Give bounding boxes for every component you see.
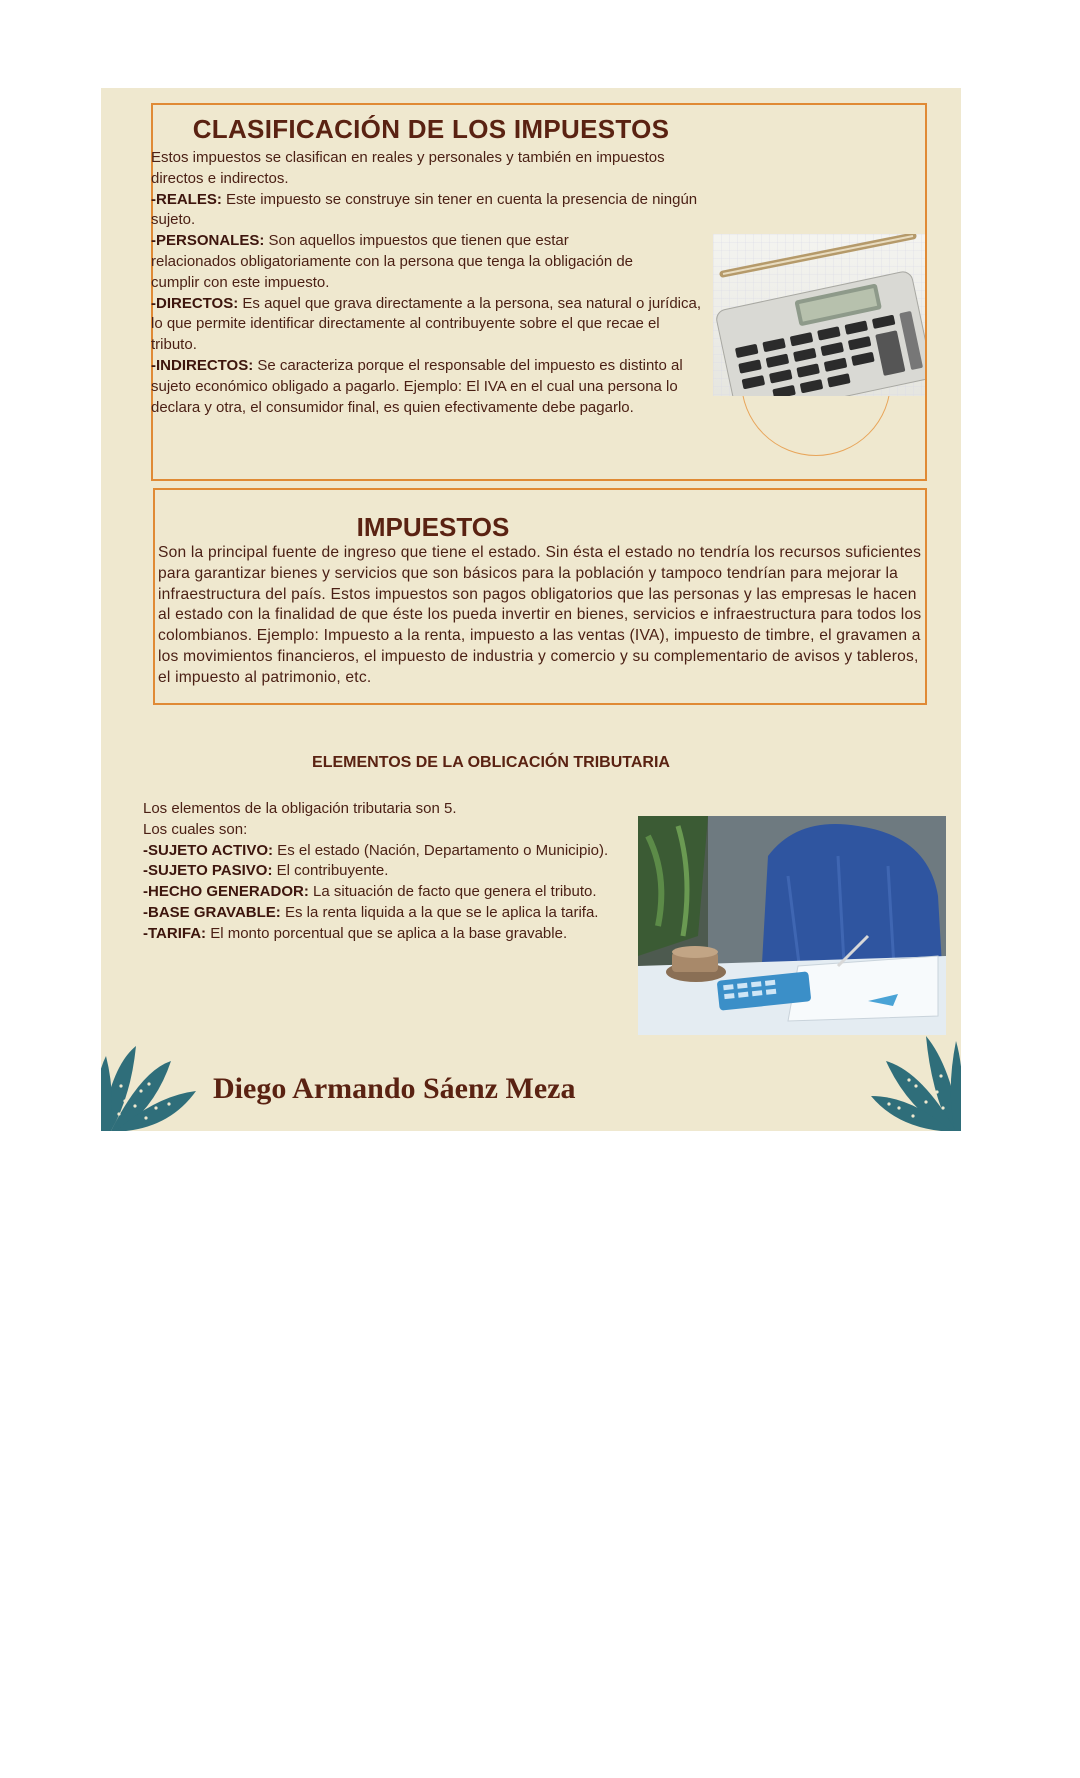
elements-title: ELEMENTOS DE LA OBLICACIÓN TRIBUTARIA — [312, 754, 670, 771]
elements-intro: Los cuales son: — [143, 820, 248, 838]
infographic-poster — [101, 88, 961, 1131]
calculator-icon — [713, 234, 925, 396]
left-leaf-icon — [101, 1046, 196, 1131]
classification-item: -INDIRECTOS: Se caracteriza porque el responsable del impuesto es distinto al sujeto económico obligado a pagarlo. Ejemplo: El IVA en el cual una persona lo declara y otra, el consumidor final, es quien efectivamente debe pagarlo. — [151, 356, 683, 416]
elements-item: -BASE GRAVABLE: Es la renta liquida a la que se le aplica la tarifa. — [143, 903, 599, 921]
elements-text — [143, 799, 623, 945]
elements-item: -SUJETO ACTIVO: Es el estado (Nación, Departamento o Municipio). — [143, 841, 609, 859]
elements-item: -HECHO GENERADOR: La situación de facto que genera el tributo. — [143, 883, 597, 901]
classification-item: -DIRECTOS: Es aquel que grava directamente a la persona, sea natural o jurídica, lo que permite identificar directamente al contribuyente sobre el que recae el tributo. — [151, 294, 702, 354]
elements-item: -SUJETO PASIVO: El contribuyente. — [143, 862, 389, 880]
accountant-photo — [638, 816, 946, 1035]
elements-intro: Los elementos de la obligación tributaria son 5. — [143, 800, 457, 817]
classification-item: -PERSONALES: Son aquellos impuestos que tienen que estar relacionados obligatoriamente con la persona que tenga la obligación de cumplir con este impuesto. — [151, 232, 634, 291]
impuestos-title: IMPUESTOS — [356, 512, 510, 542]
calculator-photo — [713, 234, 925, 396]
classification-title: CLASIFICACIÓN DE LOS IMPUESTOS — [192, 114, 670, 144]
right-leaf-icon — [871, 1036, 961, 1131]
impuestos-text: Son la principal fuente de ingreso que tiene el estado. Sin ésta el estado no tendría los recursos suficientes para garantizar bienes y servicios que son básicos para la población y tampoco tendrían para mejorar la infraestructura del país. Estos impuestos son pagos obligatorios que las personas y las empresas le hacen al estado con la finalidad de que éste los pueda invertir en bienes, servicios e infraestructura para todos los colombianos. Ejemplo: Impuesto a la renta, impuesto a las ventas (IVA), impuesto de timbre, el gravamen a los movimientos financieros, el impuesto de industria y comercio y su complementario de avisos y tableros, el impuesto al patrimonio, etc. — [158, 544, 922, 686]
classification-intro: Estos impuestos se clasifican en reales y personales y también en impuestos directos e indirectos. — [151, 149, 665, 187]
author-name: Diego Armando Sáenz Meza — [213, 1072, 576, 1105]
classification-item: -REALES: Este impuesto se construye sin tener en cuenta la presencia de ningún sujeto. — [151, 190, 698, 229]
classification-text — [151, 148, 706, 418]
elements-item: -TARIFA: El monto porcentual que se aplica a la base gravable. — [143, 924, 568, 942]
accountant-illustration-icon — [638, 816, 946, 1035]
